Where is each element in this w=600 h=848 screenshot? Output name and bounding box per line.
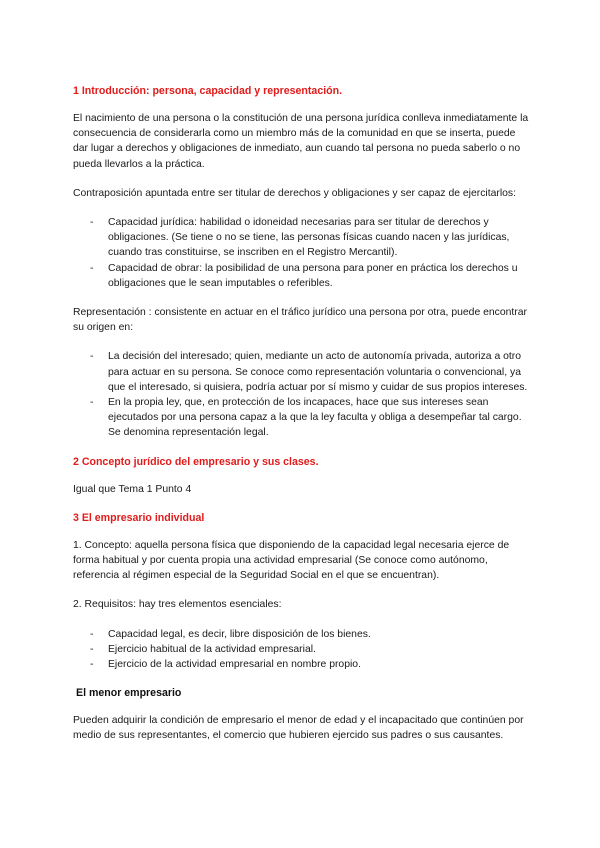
section-3-paragraph-1: 1. Concepto: aquella persona física que disponiendo de la capacidad legal necesaria ejerce de forma habitual y por cuenta propia una actividad empresarial (Se conoce como autónomo, referencia al régimen especial de la Seguridad Social en el que se encuentran). (73, 539, 510, 582)
list-item-text: Capacidad de obrar: la posibilidad de una persona para poner en práctica los derechos u obligaciones que le sean imputables o referibles. (108, 262, 518, 289)
list-item-text: Capacidad legal, es decir, libre disposición de los bienes. (108, 628, 371, 640)
section-3-paragraph-2: 2. Requisitos: hay tres elementos esenciales: (73, 599, 282, 611)
minor-entrepreneur-subheading: El menor empresario (76, 687, 182, 700)
list-item (73, 261, 533, 291)
bullet-dash: - (90, 217, 94, 229)
bullet-dash: - (90, 397, 94, 409)
requirements-list (73, 627, 533, 673)
section-1-paragraph-3: Representación : consistente en actuar en el tráfico jurídico una persona por otra, puede encontrar su origen en: (73, 307, 528, 334)
bullet-dash: - (90, 262, 94, 274)
bullet-dash: - (90, 643, 94, 655)
section-3-paragraph-3: Pueden adquirir la condición de empresario el menor de edad y el incapacitado que continúen por medio de sus representantes, el comercio que hubieren ejercido sus padres o sus causantes. (73, 715, 524, 742)
list-item (73, 657, 533, 672)
list-item (73, 215, 533, 261)
bullet-dash: - (90, 659, 94, 671)
bullet-dash: - (90, 351, 94, 363)
list-item-text: En la propia ley, que, en protección de los incapaces, hace que sus intereses sean ejecutados por una persona capaz a la que la ley faculta y obliga a desempeñar tal cargo. Se denomina representación legal. (108, 397, 522, 439)
section-2-heading: 2 Concepto jurídico del empresario y sus clases. (73, 455, 319, 468)
list-item (73, 349, 533, 395)
section-2-paragraph-1: Igual que Tema 1 Punto 4 (73, 483, 192, 495)
section-1-heading: 1 Introducción: persona, capacidad y representación. (73, 85, 343, 97)
list-item-text: Ejercicio de la actividad empresarial en nombre propio. (108, 659, 361, 671)
list-item (73, 627, 533, 642)
list-item (73, 642, 533, 657)
document-page (73, 84, 533, 744)
representation-list (73, 349, 533, 440)
capacity-list (73, 215, 533, 291)
section-1-paragraph-2: Contraposición apuntada entre ser titular de derechos y obligaciones y ser capaz de ejercitarlos: (73, 187, 517, 199)
section-3-heading: 3 El empresario individual (73, 511, 205, 524)
list-item-text: La decisión del interesado; quien, mediante un acto de autonomía privada, autoriza a otro para actuar en su persona. Se conoce como representación voluntaria o convencional, ya que el interesado, si quisiera, podría actuar por sí mismo y cuidar de sus propios intereses. (108, 351, 528, 393)
list-item-text: Capacidad jurídica: habilidad o idoneidad necesarias para ser titular de derechos y obligaciones. (Se tiene o no se tiene, las personas físicas cuando nacen y las jurídicas, cuando tras constituirse, se inscriben en el Registro Mercantil). (108, 217, 510, 259)
list-item-text: Ejercicio habitual de la actividad empresarial. (108, 643, 316, 655)
list-item (73, 395, 533, 441)
section-1-paragraph-1: El nacimiento de una persona o la constitución de una persona jurídica conlleva inmediatamente la consecuencia de considerarla como un miembro más de la comunidad en que se inserta, puede dar lugar a derechos y obligaciones de inmediato, aun cuando tal persona no pueda saberlo o no pueda llevarlos a la práctica. (73, 113, 529, 170)
bullet-dash: - (90, 628, 94, 640)
